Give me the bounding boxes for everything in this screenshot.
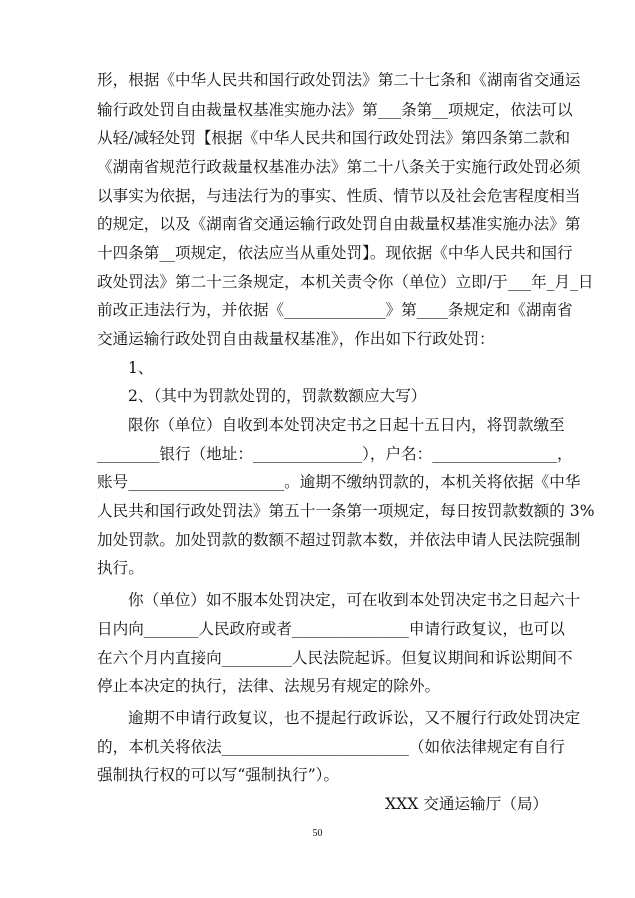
body-line: 十四条第__项规定，依法应当从重处罚】。现依据《中华人民共和国行: [97, 244, 573, 262]
body-line: ________银行（地址：______________），户名：________________，: [97, 445, 573, 463]
body-line: 你（单位）如不服本处罚决定，可在收到本处罚决定书之日起六十: [128, 591, 581, 609]
body-line: 《湖南省规范行政裁量权基准办法》第二十八条关于实施行政处罚必须: [97, 158, 581, 176]
body-line: 执行。: [97, 559, 144, 577]
body-line: 政处罚法》第二十三条规定，本机关责令你（单位）立即/于___年_月_日: [97, 273, 594, 291]
body-line: 从轻/减轻处罚【根据《中华人民共和国行政处罚法》第四条第二款和: [97, 129, 571, 147]
page-number: 50: [312, 828, 323, 839]
body-line: 日内向_______人民政府或者_______________申请行政复议，也可以: [97, 620, 565, 638]
body-line: 在六个月内直接向_________人民法院起诉。但复议期间和诉讼期间不: [97, 649, 573, 667]
issuing-authority: XXX 交通运输厅（局）: [385, 795, 549, 813]
body-line: 加处罚款。加处罚款的数额不超过罚款本数，并依法申请人民法院强制: [97, 531, 581, 549]
list-item: 2、（其中为罚款处罚的，罚款数额应大写）: [128, 387, 427, 405]
body-line: 强制执行权的可以写“强制执行”）。: [97, 766, 340, 784]
body-line: 停止本决定的执行，法律、法规另有规定的除外。: [97, 677, 441, 695]
body-line: 的规定，以及《湖南省交通运输行政处罚自由裁量权基准实施办法》第: [97, 215, 581, 233]
list-item: 1、: [128, 359, 154, 377]
body-line: 人民共和国行政处罚法》第五十一条第一项规定，每日按罚款数额的 3%: [97, 502, 595, 520]
body-line: 账号____________________。逾期不缴纳罚款的，本机关将依据《中华: [97, 473, 581, 491]
body-line: 逾期不申请行政复议，也不提起行政诉讼，又不履行行政处罚决定: [128, 709, 581, 727]
body-line: 的，本机关将依法________________________（如依法律规定有自行: [97, 738, 565, 756]
body-line: 限你（单位）自收到本处罚决定书之日起十五日内，将罚款缴至: [128, 416, 565, 434]
body-line: 交通运输行政处罚自由裁量权基准》，作出如下行政处罚：: [97, 330, 495, 348]
body-line: 形，根据《中华人民共和国行政处罚法》第二十七条和《湖南省交通运: [97, 71, 581, 89]
body-line: 前改正违法行为，并依据《_____________》第____条规定和《湖南省: [97, 301, 573, 319]
body-line: 输行政处罚自由裁量权基准实施办法》第___条第__项规定，依法可以: [97, 101, 573, 119]
body-line: 以事实为依据，与违法行为的事实、性质、情节以及社会危害程度相当: [97, 187, 581, 205]
